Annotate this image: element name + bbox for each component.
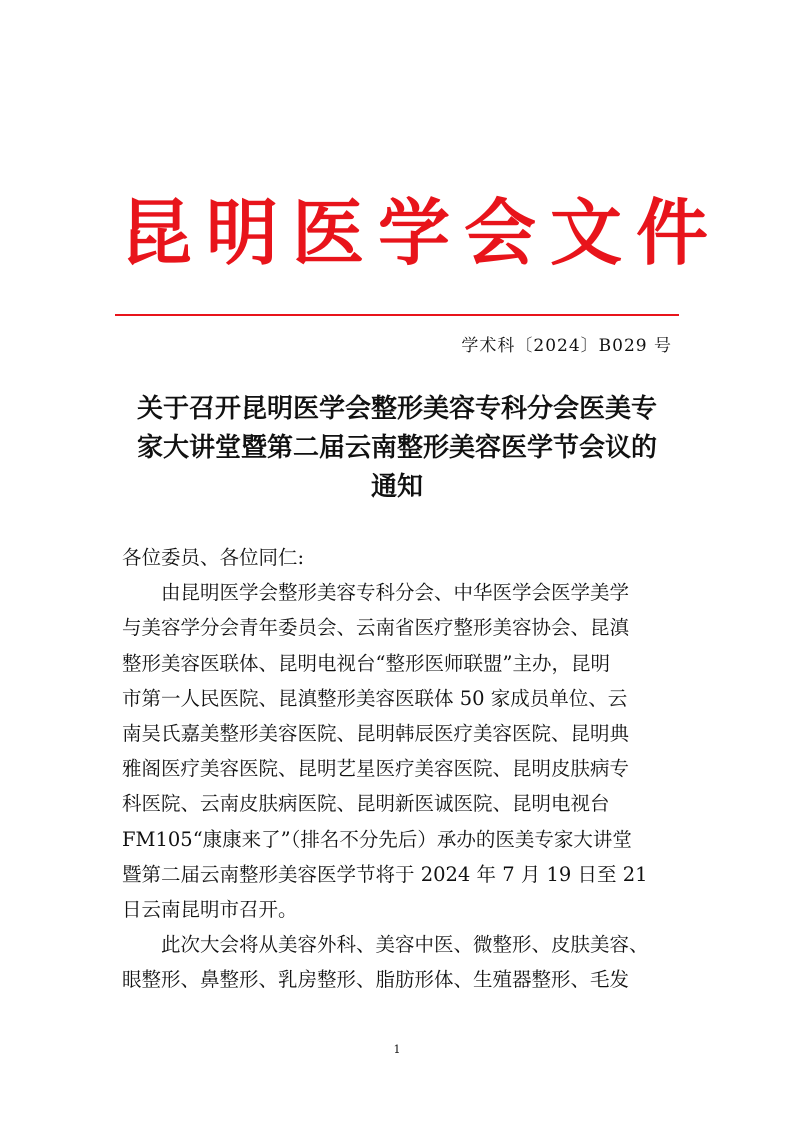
paragraph-line: 雅阁医疗美容医院、昆明艺星医疗美容医院、昆明皮肤病专 [122,757,630,781]
paragraph-line: 市第一人民医院、昆滇整形美容医联体 50 家成员单位、云 [122,686,628,710]
paragraph-line: 由昆明医学会整形美容专科分会、中华医学会医学美学 [161,581,630,605]
notice-title [115,390,679,507]
document-masthead: 昆明医学会文件 [120,191,723,275]
paragraph-line: 此次大会将从美容外科、美容中医、微整形、皮肤美容、 [161,933,649,957]
title-line: 家大讲堂暨第二届云南整形美容医学节会议的 [136,433,657,463]
red-divider-line [115,314,679,316]
page-number: 1 [393,1043,401,1056]
paragraph-line: 整形美容医联体、昆明电视台“整形医师联盟”主办，昆明 [122,651,610,675]
paragraph-line: FM105“康康来了”（排名不分先后）承办的医美专家大讲堂 [122,827,632,851]
document-number: 学术科〔2024〕B029 号 [461,336,672,356]
salutation: 各位委员、各位同仁: [122,546,305,569]
paragraph-line: 眼整形、鼻整形、乳房整形、脂肪形体、生殖器整形、毛发 [122,968,630,992]
paragraph-line: 南吴氏嘉美整形美容医院、昆明韩辰医疗美容医院、昆明典 [122,722,630,746]
notice-body [122,540,682,998]
paragraph-line: 与美容学分会青年委员会、云南省医疗整形美容协会、昆滇 [122,616,630,640]
paragraph-line: 日云南昆明市召开。 [122,898,298,922]
paragraph-line: 科医院、云南皮肤病医院、昆明新医诚医院、昆明电视台 [122,792,610,816]
paragraph-line: 暨第二届云南整形美容医学节将于 2024 年 7 月 19 日至 21 [122,862,648,886]
title-line: 通知 [370,472,423,502]
title-line: 关于召开昆明医学会整形美容专科分会医美专 [136,394,657,424]
